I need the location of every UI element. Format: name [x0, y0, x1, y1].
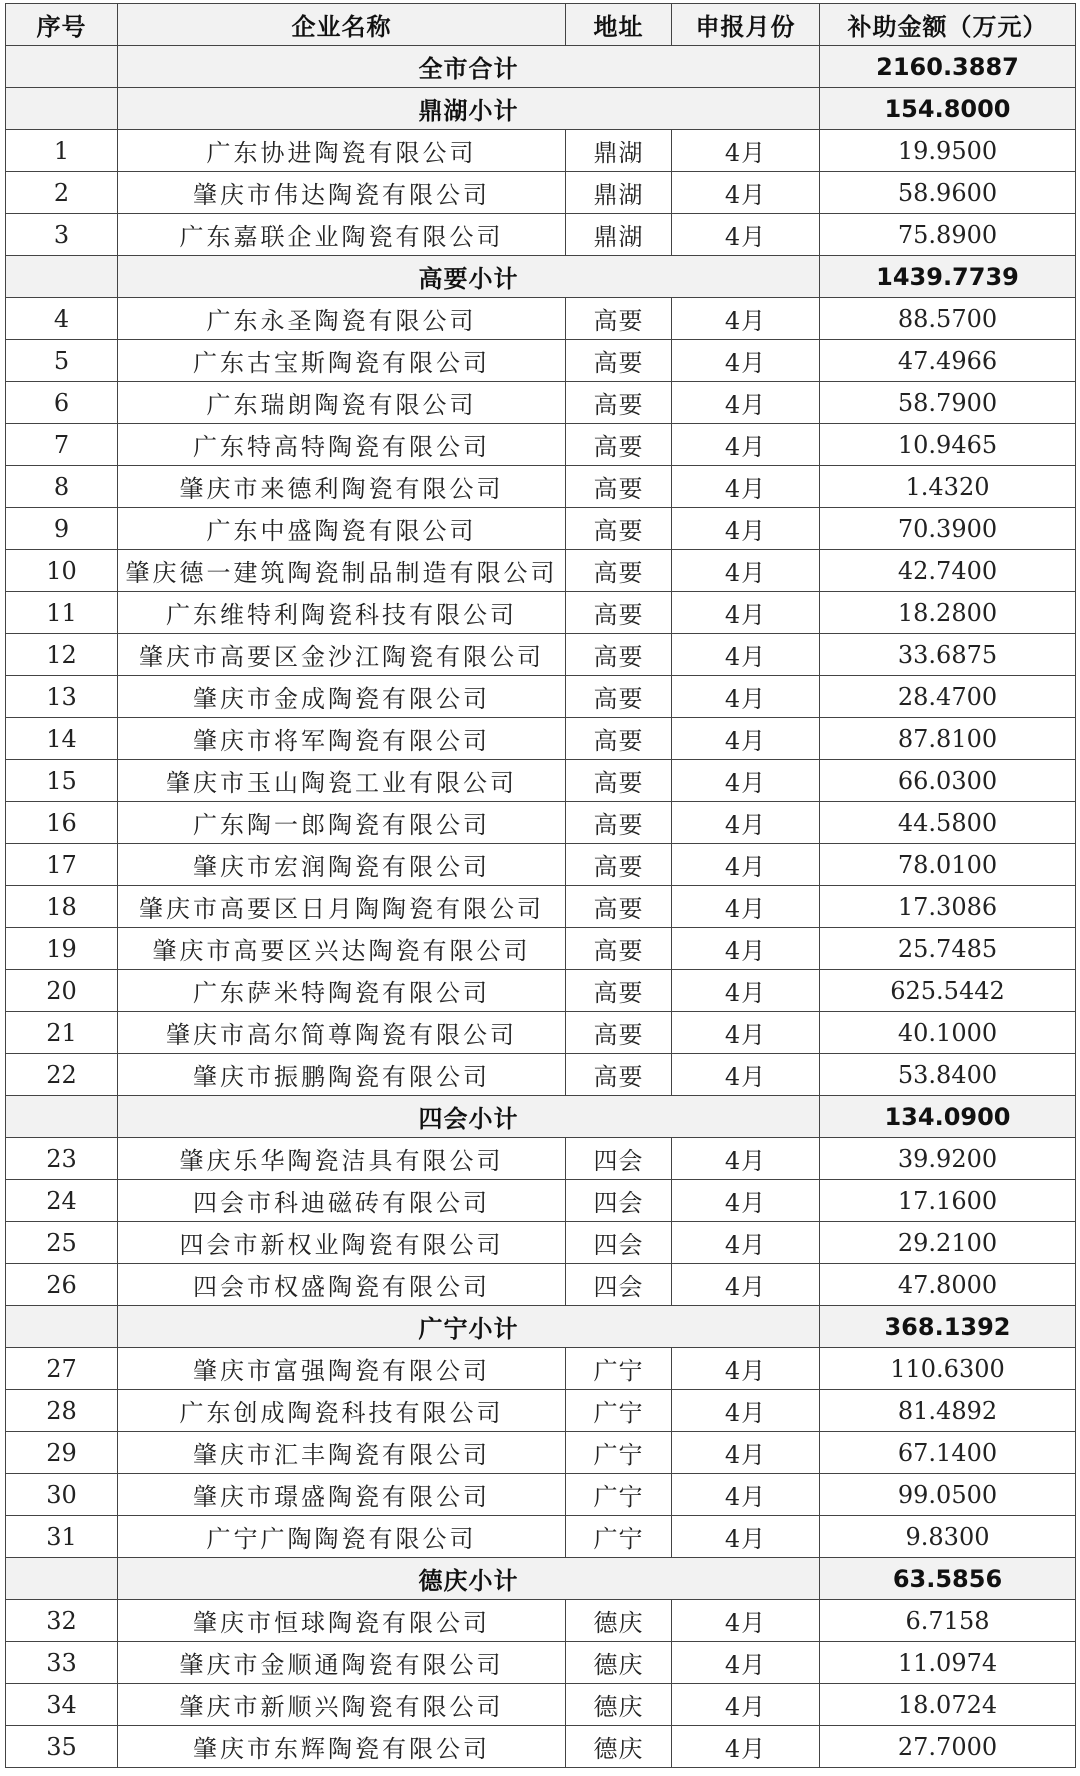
location: 高要	[566, 1054, 672, 1096]
total-row	[6, 46, 1076, 88]
location: 高要	[566, 760, 672, 802]
report-month: 4月	[672, 340, 820, 382]
subsidy-amount: 17.3086	[820, 886, 1076, 928]
row-number: 14	[6, 718, 118, 760]
company-name: 广东瑞朗陶瓷有限公司	[118, 382, 566, 424]
row-number: 1	[6, 130, 118, 172]
total-amount: 2160.3887	[820, 46, 1076, 88]
table-row	[6, 970, 1076, 1012]
report-month: 4月	[672, 718, 820, 760]
report-month: 4月	[672, 970, 820, 1012]
table-row	[6, 1390, 1076, 1432]
subtotal-label: 鼎湖小计	[118, 88, 820, 130]
table-row	[6, 1138, 1076, 1180]
subsidy-amount: 66.0300	[820, 760, 1076, 802]
location: 鼎湖	[566, 214, 672, 256]
table-row	[6, 1516, 1076, 1558]
subtotal-label: 德庆小计	[118, 1558, 820, 1600]
table-row	[6, 382, 1076, 424]
total-label: 全市合计	[118, 46, 820, 88]
header-amount: 补助金额（万元）	[820, 4, 1076, 46]
total-blank	[6, 46, 118, 88]
company-name: 广东永圣陶瓷有限公司	[118, 298, 566, 340]
table-row	[6, 466, 1076, 508]
company-name: 肇庆市高要区金沙江陶瓷有限公司	[118, 634, 566, 676]
location: 德庆	[566, 1600, 672, 1642]
report-month: 4月	[672, 634, 820, 676]
report-month: 4月	[672, 760, 820, 802]
table-row	[6, 1642, 1076, 1684]
subtotal-label: 高要小计	[118, 256, 820, 298]
report-month: 4月	[672, 298, 820, 340]
company-name: 肇庆市富强陶瓷有限公司	[118, 1348, 566, 1390]
company-name: 肇庆市振鹏陶瓷有限公司	[118, 1054, 566, 1096]
row-number: 5	[6, 340, 118, 382]
header-company: 企业名称	[118, 4, 566, 46]
table-row	[6, 1264, 1076, 1306]
company-name: 广东嘉联企业陶瓷有限公司	[118, 214, 566, 256]
company-name: 肇庆市璟盛陶瓷有限公司	[118, 1474, 566, 1516]
company-name: 肇庆市高要区兴达陶瓷有限公司	[118, 928, 566, 970]
subsidy-amount: 88.5700	[820, 298, 1076, 340]
company-name: 广东中盛陶瓷有限公司	[118, 508, 566, 550]
table-row	[6, 1474, 1076, 1516]
company-name: 肇庆市新顺兴陶瓷有限公司	[118, 1684, 566, 1726]
subsidy-amount: 19.9500	[820, 130, 1076, 172]
subtotal-row	[6, 1558, 1076, 1600]
company-name: 肇庆市伟达陶瓷有限公司	[118, 172, 566, 214]
location: 广宁	[566, 1348, 672, 1390]
location: 四会	[566, 1222, 672, 1264]
subsidy-amount: 40.1000	[820, 1012, 1076, 1054]
subsidy-amount: 87.8100	[820, 718, 1076, 760]
subsidy-amount: 70.3900	[820, 508, 1076, 550]
table-row	[6, 592, 1076, 634]
company-name: 广东维特利陶瓷科技有限公司	[118, 592, 566, 634]
row-number: 27	[6, 1348, 118, 1390]
subsidy-amount: 1.4320	[820, 466, 1076, 508]
subsidy-amount: 78.0100	[820, 844, 1076, 886]
subtotal-blank	[6, 1558, 118, 1600]
location: 高要	[566, 802, 672, 844]
row-number: 23	[6, 1138, 118, 1180]
table-row	[6, 1600, 1076, 1642]
subtotal-blank	[6, 88, 118, 130]
table-row	[6, 1684, 1076, 1726]
subsidy-amount: 58.9600	[820, 172, 1076, 214]
row-number: 34	[6, 1684, 118, 1726]
location: 高要	[566, 1012, 672, 1054]
row-number: 9	[6, 508, 118, 550]
company-name: 四会市新权业陶瓷有限公司	[118, 1222, 566, 1264]
subsidy-amount: 39.9200	[820, 1138, 1076, 1180]
company-name: 肇庆市金顺通陶瓷有限公司	[118, 1642, 566, 1684]
subtotal-blank	[6, 1306, 118, 1348]
company-name: 肇庆市玉山陶瓷工业有限公司	[118, 760, 566, 802]
table-row	[6, 424, 1076, 466]
location: 鼎湖	[566, 172, 672, 214]
row-number: 33	[6, 1642, 118, 1684]
company-name: 四会市权盛陶瓷有限公司	[118, 1264, 566, 1306]
table-row	[6, 886, 1076, 928]
subtotal-amount: 154.8000	[820, 88, 1076, 130]
row-number: 10	[6, 550, 118, 592]
report-month: 4月	[672, 592, 820, 634]
subtotal-row	[6, 256, 1076, 298]
row-number: 31	[6, 1516, 118, 1558]
subsidy-amount: 625.5442	[820, 970, 1076, 1012]
subtotal-row	[6, 88, 1076, 130]
report-month: 4月	[672, 214, 820, 256]
subsidy-amount: 42.7400	[820, 550, 1076, 592]
location: 高要	[566, 718, 672, 760]
table-row	[6, 298, 1076, 340]
location: 四会	[566, 1138, 672, 1180]
row-number: 24	[6, 1180, 118, 1222]
report-month: 4月	[672, 802, 820, 844]
subsidy-amount: 44.5800	[820, 802, 1076, 844]
row-number: 11	[6, 592, 118, 634]
table-row	[6, 1054, 1076, 1096]
subsidy-table	[5, 3, 1076, 1768]
subsidy-amount: 81.4892	[820, 1390, 1076, 1432]
location: 鼎湖	[566, 130, 672, 172]
row-number: 28	[6, 1390, 118, 1432]
row-number: 4	[6, 298, 118, 340]
table-row	[6, 1012, 1076, 1054]
subtotal-amount: 1439.7739	[820, 256, 1076, 298]
report-month: 4月	[672, 130, 820, 172]
report-month: 4月	[672, 1474, 820, 1516]
company-name: 肇庆市金成陶瓷有限公司	[118, 676, 566, 718]
company-name: 肇庆市汇丰陶瓷有限公司	[118, 1432, 566, 1474]
subsidy-amount: 27.7000	[820, 1726, 1076, 1768]
report-month: 4月	[672, 1642, 820, 1684]
table-row	[6, 1432, 1076, 1474]
table-row	[6, 172, 1076, 214]
location: 高要	[566, 844, 672, 886]
table-row	[6, 508, 1076, 550]
subtotal-label: 广宁小计	[118, 1306, 820, 1348]
subsidy-amount: 99.0500	[820, 1474, 1076, 1516]
location: 广宁	[566, 1390, 672, 1432]
table-row	[6, 1222, 1076, 1264]
row-number: 20	[6, 970, 118, 1012]
row-number: 35	[6, 1726, 118, 1768]
company-name: 广东萨米特陶瓷有限公司	[118, 970, 566, 1012]
report-month: 4月	[672, 1180, 820, 1222]
report-month: 4月	[672, 508, 820, 550]
table-row	[6, 844, 1076, 886]
subtotal-amount: 63.5856	[820, 1558, 1076, 1600]
row-number: 25	[6, 1222, 118, 1264]
subtotal-blank	[6, 1096, 118, 1138]
report-month: 4月	[672, 1726, 820, 1768]
table-row	[6, 130, 1076, 172]
subsidy-amount: 29.2100	[820, 1222, 1076, 1264]
subsidy-amount: 33.6875	[820, 634, 1076, 676]
report-month: 4月	[672, 1264, 820, 1306]
report-month: 4月	[672, 1684, 820, 1726]
header-month: 申报月份	[672, 4, 820, 46]
subtotal-label: 四会小计	[118, 1096, 820, 1138]
report-month: 4月	[672, 1054, 820, 1096]
company-name: 肇庆市宏润陶瓷有限公司	[118, 844, 566, 886]
report-month: 4月	[672, 550, 820, 592]
subsidy-amount: 110.6300	[820, 1348, 1076, 1390]
subsidy-amount: 28.4700	[820, 676, 1076, 718]
company-name: 肇庆市东辉陶瓷有限公司	[118, 1726, 566, 1768]
report-month: 4月	[672, 676, 820, 718]
subtotal-amount: 368.1392	[820, 1306, 1076, 1348]
subsidy-amount: 75.8900	[820, 214, 1076, 256]
report-month: 4月	[672, 172, 820, 214]
report-month: 4月	[672, 1600, 820, 1642]
location: 德庆	[566, 1726, 672, 1768]
company-name: 广东创成陶瓷科技有限公司	[118, 1390, 566, 1432]
row-number: 15	[6, 760, 118, 802]
subsidy-amount: 11.0974	[820, 1642, 1076, 1684]
row-number: 7	[6, 424, 118, 466]
location: 德庆	[566, 1642, 672, 1684]
location: 高要	[566, 340, 672, 382]
row-number: 8	[6, 466, 118, 508]
subsidy-amount: 17.1600	[820, 1180, 1076, 1222]
report-month: 4月	[672, 886, 820, 928]
company-name: 广东协进陶瓷有限公司	[118, 130, 566, 172]
subsidy-amount: 6.7158	[820, 1600, 1076, 1642]
table-row	[6, 718, 1076, 760]
subsidy-amount: 25.7485	[820, 928, 1076, 970]
table-row	[6, 928, 1076, 970]
table-row	[6, 340, 1076, 382]
company-name: 肇庆市来德利陶瓷有限公司	[118, 466, 566, 508]
report-month: 4月	[672, 466, 820, 508]
table-row	[6, 802, 1076, 844]
location: 四会	[566, 1264, 672, 1306]
report-month: 4月	[672, 382, 820, 424]
subtotal-row	[6, 1096, 1076, 1138]
subsidy-amount: 9.8300	[820, 1516, 1076, 1558]
table-row	[6, 634, 1076, 676]
company-name: 广东特高特陶瓷有限公司	[118, 424, 566, 466]
report-month: 4月	[672, 1390, 820, 1432]
row-number: 30	[6, 1474, 118, 1516]
row-number: 22	[6, 1054, 118, 1096]
report-month: 4月	[672, 1348, 820, 1390]
row-number: 12	[6, 634, 118, 676]
table-row	[6, 1180, 1076, 1222]
row-number: 21	[6, 1012, 118, 1054]
location: 高要	[566, 970, 672, 1012]
location: 高要	[566, 382, 672, 424]
row-number: 6	[6, 382, 118, 424]
location: 广宁	[566, 1432, 672, 1474]
row-number: 32	[6, 1600, 118, 1642]
company-name: 广东陶一郎陶瓷有限公司	[118, 802, 566, 844]
company-name: 肇庆市恒球陶瓷有限公司	[118, 1600, 566, 1642]
header-no: 序号	[6, 4, 118, 46]
subsidy-amount: 47.4966	[820, 340, 1076, 382]
subsidy-amount: 67.1400	[820, 1432, 1076, 1474]
subsidy-amount: 10.9465	[820, 424, 1076, 466]
header-location: 地址	[566, 4, 672, 46]
location: 高要	[566, 928, 672, 970]
company-name: 广东古宝斯陶瓷有限公司	[118, 340, 566, 382]
row-number: 26	[6, 1264, 118, 1306]
company-name: 肇庆乐华陶瓷洁具有限公司	[118, 1138, 566, 1180]
table-row	[6, 676, 1076, 718]
table-row	[6, 1726, 1076, 1768]
location: 广宁	[566, 1474, 672, 1516]
report-month: 4月	[672, 1516, 820, 1558]
header-row	[6, 4, 1076, 46]
location: 高要	[566, 508, 672, 550]
subsidy-amount: 47.8000	[820, 1264, 1076, 1306]
subsidy-amount: 18.2800	[820, 592, 1076, 634]
location: 高要	[566, 676, 672, 718]
subsidy-amount: 58.7900	[820, 382, 1076, 424]
subsidy-table-container	[5, 3, 1075, 1768]
report-month: 4月	[672, 928, 820, 970]
location: 高要	[566, 592, 672, 634]
company-name: 四会市科迪磁砖有限公司	[118, 1180, 566, 1222]
report-month: 4月	[672, 1432, 820, 1474]
row-number: 13	[6, 676, 118, 718]
location: 高要	[566, 634, 672, 676]
table-row	[6, 550, 1076, 592]
report-month: 4月	[672, 1138, 820, 1180]
table-row	[6, 214, 1076, 256]
row-number: 29	[6, 1432, 118, 1474]
location: 高要	[566, 424, 672, 466]
location: 高要	[566, 886, 672, 928]
location: 广宁	[566, 1516, 672, 1558]
subsidy-amount: 18.0724	[820, 1684, 1076, 1726]
subtotal-amount: 134.0900	[820, 1096, 1076, 1138]
company-name: 肇庆市高要区日月陶陶瓷有限公司	[118, 886, 566, 928]
row-number: 18	[6, 886, 118, 928]
company-name: 广宁广陶陶瓷有限公司	[118, 1516, 566, 1558]
subtotal-blank	[6, 256, 118, 298]
subsidy-amount: 53.8400	[820, 1054, 1076, 1096]
table-row	[6, 760, 1076, 802]
report-month: 4月	[672, 844, 820, 886]
company-name: 肇庆市高尔简尊陶瓷有限公司	[118, 1012, 566, 1054]
company-name: 肇庆德一建筑陶瓷制品制造有限公司	[118, 550, 566, 592]
table-body	[6, 4, 1076, 1768]
row-number: 3	[6, 214, 118, 256]
location: 高要	[566, 550, 672, 592]
row-number: 17	[6, 844, 118, 886]
row-number: 19	[6, 928, 118, 970]
subtotal-row	[6, 1306, 1076, 1348]
location: 四会	[566, 1180, 672, 1222]
row-number: 16	[6, 802, 118, 844]
report-month: 4月	[672, 1012, 820, 1054]
location: 高要	[566, 298, 672, 340]
report-month: 4月	[672, 1222, 820, 1264]
report-month: 4月	[672, 424, 820, 466]
location: 德庆	[566, 1684, 672, 1726]
table-row	[6, 1348, 1076, 1390]
row-number: 2	[6, 172, 118, 214]
company-name: 肇庆市将军陶瓷有限公司	[118, 718, 566, 760]
location: 高要	[566, 466, 672, 508]
